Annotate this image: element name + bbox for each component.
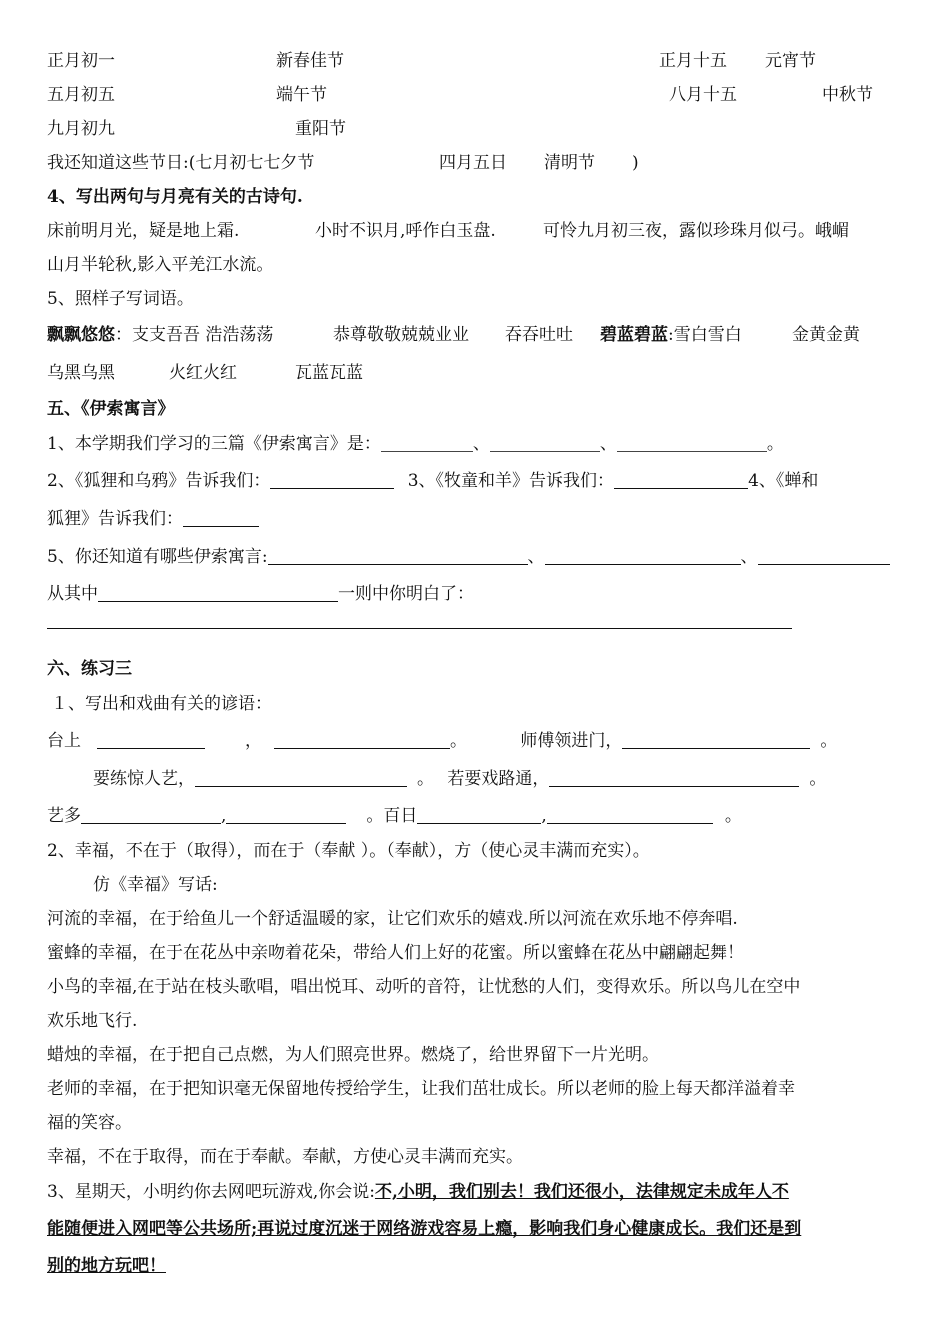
question-text: 1、本学期我们学习的三篇《伊索寓言》是： — [47, 434, 381, 454]
separator: , — [221, 806, 227, 826]
word-answer: 乌黑乌黑 — [47, 363, 115, 383]
question-text: 2、《狐狸和乌鸦》告诉我们： — [47, 471, 271, 491]
word-answer: 瓦蓝瓦蓝 — [295, 363, 363, 383]
festival-extra: 我还知道这些节日:(七月初七七夕节 — [47, 153, 315, 173]
s5-q1 — [47, 426, 907, 462]
word-answer: 金黄金黄 — [792, 325, 860, 345]
festival-date: 五月初五 — [47, 85, 115, 105]
blank-line[interactable] — [98, 581, 338, 602]
s5-answer-line-wrap — [47, 612, 907, 644]
separator: 。 — [724, 806, 742, 826]
festival-date: 正月十五 — [659, 51, 727, 71]
answer-text: 不,小明，我们别去！我们还很小，法律规定未成年人不 — [374, 1182, 789, 1202]
blank-line[interactable] — [195, 766, 407, 787]
happiness-paragraph-bird-2: 欢乐地飞行. — [47, 1011, 138, 1031]
q4-poem-line-2: 山月半轮秋,影入平羌江水流。 — [47, 255, 274, 275]
word-answer: 恭尊敬敬兢兢业业 — [333, 325, 469, 345]
proverb-text: 若要戏路通， — [447, 769, 550, 789]
blank-line[interactable] — [97, 728, 205, 749]
s6-q2: 2、幸福，不在于（取得），而在于（奉献 ）。（奉献），方（使心灵丰满而充实）。 — [47, 841, 650, 861]
section-6-heading: 六、练习三 — [47, 659, 132, 679]
proverb-text: 台上 — [47, 731, 81, 751]
worksheet-page — [47, 44, 907, 1285]
blank-line[interactable] — [183, 506, 259, 527]
question-text: 3、《牧童和羊》告诉我们： — [407, 471, 615, 491]
proverb-text: 艺多 — [47, 806, 81, 826]
s6-q3-answer-2: 能随便进入网吧等公共场所;再说过度沉迷于网络游戏容易上瘾，影响我们身心健康成长。我们还是到 — [47, 1219, 802, 1239]
question-text: 4、《蝉和 — [748, 471, 819, 491]
separator: 。 — [450, 731, 467, 751]
blank-line[interactable] — [417, 803, 541, 824]
blank-line[interactable] — [268, 544, 528, 565]
separator: 、 — [527, 547, 545, 567]
festival-name: 元宵节 — [765, 51, 816, 71]
separator: 。 — [820, 731, 838, 751]
festival-name: 端午节 — [276, 85, 327, 105]
blank-line[interactable] — [617, 431, 767, 452]
question-text: 狐狸》告诉我们： — [47, 509, 183, 529]
poem-text: 可怜九月初三夜，露似珍珠月似弓。峨嵋 — [543, 221, 849, 241]
festival-row-1 — [47, 44, 907, 78]
happiness-paragraph-teacher-1: 老师的幸福，在于把知识毫无保留地传授给学生，让我们茁壮成长。所以老师的脸上每天都洋溢着幸 — [47, 1079, 795, 1099]
festival-name: 重阳节 — [295, 119, 346, 139]
blank-line[interactable] — [547, 803, 713, 824]
separator: 、 — [472, 434, 490, 454]
proverb-text: 要练惊人艺， — [93, 769, 195, 789]
festival-date: 九月初九 — [47, 119, 115, 139]
blank-line[interactable] — [490, 431, 600, 452]
question-text: １、写出和戏曲有关的谚语： — [51, 694, 272, 714]
blank-line[interactable] — [758, 544, 890, 565]
example-answers: ：支支吾吾 浩浩荡荡 — [115, 325, 274, 345]
festival-paren: ) — [632, 153, 639, 173]
separator: 、 — [740, 547, 758, 567]
happiness-paragraph-teacher-2: 福的笑容。 — [47, 1113, 132, 1133]
happiness-paragraph-bird-1: 小鸟的幸福,在于站在枝头歌唱，唱出悦耳、动听的音符，让忧愁的人们，变得欢乐。所以鸟儿在空中 — [47, 977, 801, 997]
s5-q5-cont — [47, 576, 907, 612]
s6-q1 — [47, 686, 907, 722]
festival-date: 八月十五 — [669, 85, 737, 105]
q5-words-row-2 — [47, 354, 907, 392]
q5-title: 5、照样子写词语。 — [47, 289, 194, 309]
example-answers: :雪白雪白 — [668, 325, 742, 345]
blank-line[interactable] — [545, 544, 741, 565]
blank-line[interactable] — [614, 468, 748, 489]
s6-q3 — [47, 1174, 907, 1211]
blank-line[interactable] — [274, 728, 450, 749]
q4-title: 4、写出两句与月亮有关的古诗句. — [47, 187, 303, 207]
festival-name: 中秋节 — [822, 85, 873, 105]
example-group-2 — [600, 316, 742, 354]
section-5-heading: 五、《伊索寓言》 — [47, 399, 175, 419]
word-answer: 火红火红 — [169, 363, 237, 383]
blank-line[interactable] — [226, 803, 346, 824]
happiness-paragraph-bee: 蜜蜂的幸福，在于在花丛中亲吻着花朵，带给人们上好的花蜜。所以蜜蜂在花丛中翩翩起舞！ — [47, 943, 744, 963]
happiness-summary: 幸福，不在于取得，而在于奉献。奉献，方使心灵丰满而充实。 — [47, 1147, 523, 1167]
separator: , — [541, 806, 547, 826]
separator: 。 — [417, 769, 434, 789]
separator: ， — [245, 731, 262, 751]
festival-name: 新春佳节 — [276, 51, 344, 71]
festival-row-2 — [47, 78, 907, 112]
festival-row-3 — [47, 112, 907, 146]
proverb-text: 师傅领进门， — [520, 731, 623, 751]
q5-words-row-1 — [47, 316, 907, 354]
festival-date: 正月初一 — [47, 51, 115, 71]
proverb-text: 。百日 — [366, 806, 418, 826]
example-word: 碧蓝碧蓝 — [600, 325, 668, 345]
poem-text: 床前明月光，疑是地上霜. — [47, 221, 240, 241]
example-word: 飘飘悠悠 — [47, 325, 115, 345]
example-group-1 — [47, 316, 273, 354]
blank-line[interactable] — [381, 431, 473, 452]
s6-q2-prompt: 仿《幸福》写话: — [93, 875, 218, 895]
festival-name: 清明节 — [544, 153, 595, 173]
blank-line[interactable] — [549, 766, 799, 787]
s6-proverb-row-1 — [47, 722, 907, 760]
separator: 。 — [809, 769, 827, 789]
question-text: 一则中你明白了： — [338, 584, 474, 604]
s6-proverb-row-2 — [47, 760, 907, 798]
blank-line[interactable] — [622, 728, 810, 749]
q4-poem-line-1 — [47, 214, 907, 248]
happiness-paragraph-candle: 蜡烛的幸福，在于把自己点燃，为人们照亮世界。燃烧了，给世界留下一片光明。 — [47, 1045, 659, 1065]
question-text: 从其中 — [47, 584, 98, 604]
festival-row-4 — [47, 146, 907, 180]
blank-line[interactable] — [81, 803, 221, 824]
festival-date: 四月五日 — [439, 153, 507, 173]
s5-q4-cont — [47, 500, 907, 538]
happiness-paragraph-river: 河流的幸福，在于给鱼儿一个舒适温暖的家，让它们欢乐的嬉戏.所以河流在欢乐地不停奔唱. — [47, 909, 738, 929]
s5-q5 — [47, 538, 907, 576]
answer-line[interactable] — [47, 628, 792, 629]
separator: 。 — [766, 434, 784, 454]
separator: 、 — [599, 434, 617, 454]
poem-text: 小时不识月,呼作白玉盘. — [315, 221, 496, 241]
question-text: 5、你还知道有哪些伊索寓言: — [47, 547, 268, 567]
blank-line[interactable] — [270, 468, 394, 489]
s6-proverb-row-3 — [47, 798, 907, 834]
s5-q2-q4 — [47, 462, 907, 500]
word-answer: 吞吞吐吐 — [505, 325, 573, 345]
question-text: 3、星期天，小明约你去网吧玩游戏,你会说: — [47, 1182, 375, 1202]
s6-q3-answer-3: 别的地方玩吧！ — [47, 1256, 166, 1276]
